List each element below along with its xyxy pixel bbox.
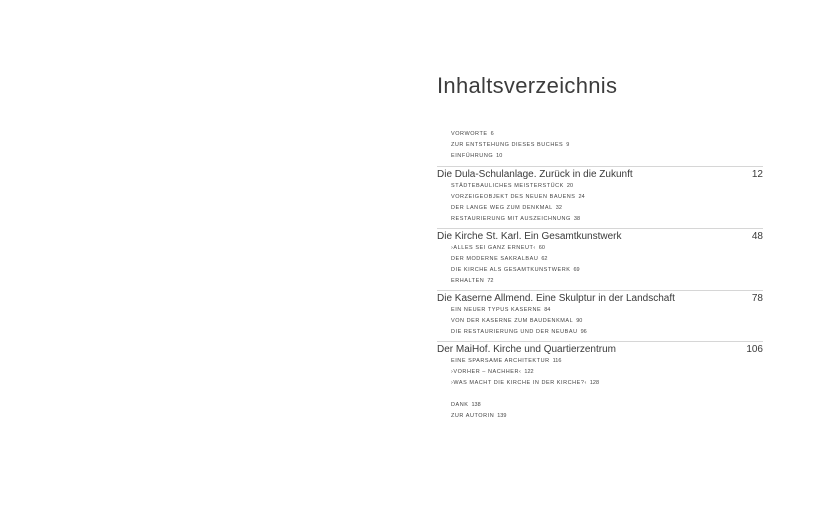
chapter-title: Die Kirche St. Karl. Ein Gesamtkunstwerk	[437, 231, 622, 242]
toc-entry	[451, 278, 493, 285]
toc-entry-title: DIE RESTAURIERUNG UND DER NEUBAU	[451, 329, 578, 335]
toc-entry-title: STÄDTEBAULICHES MEISTERSTÜCK	[451, 183, 564, 189]
toc-entry	[451, 205, 562, 212]
divider	[437, 341, 763, 342]
chapter-title: Die Kaserne Allmend. Eine Skulptur in der Landschaft	[437, 293, 675, 304]
toc-entry	[451, 245, 545, 252]
toc-entry-page: 6	[490, 131, 494, 137]
toc-entry-page: 9	[566, 142, 570, 148]
toc-entry	[451, 329, 587, 336]
toc-entry-page: 24	[578, 194, 585, 200]
chapter-title: Der MaiHof. Kirche und Quartierzentrum	[437, 344, 616, 355]
chapter-page: 12	[751, 169, 763, 180]
page-title: Inhaltsverzeichnis	[437, 73, 618, 98]
toc-entry	[451, 318, 582, 325]
toc-entry-title: EINFÜHRUNG	[451, 153, 494, 159]
toc-entry-title: DER MODERNE SAKRALBAU	[451, 256, 539, 262]
toc-entry-page: 32	[555, 205, 562, 211]
toc-entry-page: 96	[580, 329, 587, 335]
toc-entry	[451, 413, 506, 420]
toc-entry	[451, 153, 502, 160]
toc-entry-page: 84	[544, 307, 551, 313]
toc-entry	[451, 369, 534, 376]
toc-entry-page: 72	[487, 278, 494, 284]
toc-entry-title: EIN NEUER TYPUS KASERNE	[451, 307, 542, 313]
toc-entry	[451, 267, 580, 274]
chapter-page: 106	[746, 344, 763, 355]
toc-entry	[451, 194, 585, 201]
toc-entry-page: 128	[589, 380, 600, 386]
toc-entry-title: ERHALTEN	[451, 278, 485, 284]
toc-entry-page: 10	[496, 153, 503, 159]
chapter-page: 78	[751, 293, 763, 304]
toc-entry-title: VON DER KASERNE ZUM BAUDENKMAL	[451, 318, 574, 324]
toc-entry-page: 116	[552, 358, 562, 364]
toc-entry-page: 20	[566, 183, 574, 189]
divider	[437, 228, 763, 229]
toc-entry-page: 69	[573, 267, 580, 273]
toc-entry-title: VORZEIGEOBJEKT DES NEUEN BAUENS	[451, 194, 576, 200]
toc-entry-title: DANK	[451, 402, 469, 408]
divider	[437, 290, 763, 291]
toc-entry-title: DER LANGE WEG ZUM DENKMAL	[451, 205, 553, 211]
toc-entry-page: 38	[573, 216, 581, 222]
toc-entry-page: 60	[538, 245, 545, 251]
chapter-page: 48	[751, 231, 763, 242]
toc-entry	[451, 256, 547, 263]
toc-entry	[451, 216, 580, 223]
divider	[437, 166, 763, 167]
toc-entry-title: RESTAURIERUNG MIT AUSZEICHNUNG	[451, 216, 571, 222]
toc-entry	[451, 358, 561, 365]
toc-entry-title: ›VORHER – NACHHER‹	[451, 369, 522, 375]
toc-entry-page: 122	[524, 369, 534, 375]
toc-entry	[451, 380, 599, 387]
toc-entry-page: 139	[497, 413, 507, 419]
toc-entry	[451, 402, 481, 409]
toc-entry-title: DIE KIRCHE ALS GESAMTKUNSTWERK	[451, 267, 571, 273]
toc-entry-title: VORWORTE	[451, 131, 488, 137]
toc-entry-title: ›ALLES SEI GANZ ERNEUT‹	[451, 245, 536, 251]
toc-entry-page: 62	[541, 256, 548, 262]
toc-entry	[451, 131, 494, 138]
toc-entry	[451, 307, 550, 314]
toc-entry-title: ›WAS MACHT DIE KIRCHE IN DER KIRCHE?‹	[451, 380, 587, 386]
toc-entry	[451, 183, 573, 190]
toc-entry	[451, 142, 569, 149]
toc-entry-title: ZUR ENTSTEHUNG DIESES BUCHES	[451, 142, 564, 148]
toc-entry-page: 138	[471, 402, 481, 408]
toc-entry-title: ZUR AUTORIN	[451, 413, 495, 419]
chapter-title: Die Dula-Schulanlage. Zurück in die Zukunft	[437, 169, 633, 180]
toc-entry-title: EINE SPARSAME ARCHITEKTUR	[451, 358, 550, 364]
toc-entry-page: 90	[576, 318, 583, 324]
